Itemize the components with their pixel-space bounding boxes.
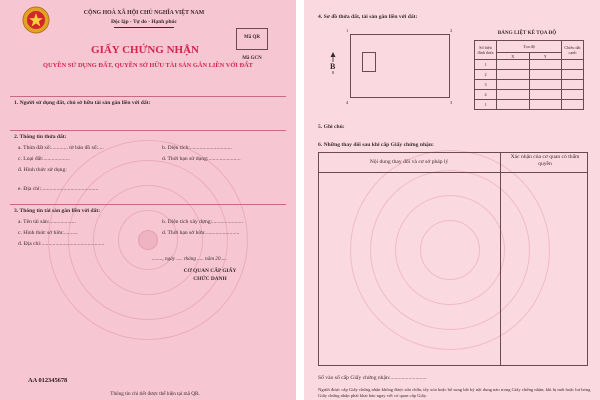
- certificate-subtitle: QUYỀN SỬ DỤNG ĐẤT, QUYỀN SỞ HỮU TÀI SẢN GẮN LIỀN VỚI ĐẤT: [43, 62, 253, 69]
- section2-label: 2. Thông tin thửa đất:: [14, 134, 67, 140]
- corner-2: 2: [450, 28, 453, 33]
- corner-1: 1: [346, 28, 349, 33]
- ownership-term: d. Thời hạn sở hữu:........................: [162, 230, 240, 236]
- page-gutter: [296, 0, 304, 400]
- ownership-form: c. Hình thức sở hữu:..........: [18, 230, 78, 236]
- parcel-area: b. Diện tích:..............................: [162, 145, 232, 151]
- footer-note: Thông tin chi tiết được thể hiện tại mã QR.: [110, 391, 200, 397]
- corner-4: 4: [346, 100, 349, 105]
- table-col3: Chiều dài cạnh: [562, 41, 584, 60]
- north-label: B: [330, 62, 336, 71]
- parcel-diagram-inner: [362, 52, 376, 72]
- changes-table: [318, 152, 588, 366]
- signatory-title: CHỨC DANH: [193, 276, 227, 282]
- parcel-number: a. Thửa đất số:............ tờ bản đồ số:....: [18, 145, 104, 151]
- serial-number: AA 012345678: [28, 377, 68, 384]
- section-divider: [10, 96, 286, 97]
- table-row: 1: [475, 100, 584, 110]
- header-line1: CỘNG HOÀ XÃ HỘI CHỦ NGHĨA VIỆT NAM: [83, 10, 205, 16]
- issue-date: ........, ngày ..... tháng ..... năm 20.....: [152, 256, 227, 262]
- coordinate-table: [474, 40, 584, 110]
- table-row: 3: [475, 80, 584, 90]
- certificate-front-page: [0, 0, 296, 400]
- asset-name: a. Tên tài sản:...................: [18, 219, 76, 225]
- table-row: 2: [475, 70, 584, 80]
- section-divider: [10, 204, 286, 205]
- section3-label: 3. Thông tin tài sản gắn liền với đất:: [14, 208, 101, 214]
- bottom-note: Người được cấp Giấy chứng nhận không được sửa chữa, tẩy xóa hoặc bổ sung bất kỳ nội dung nào trong Giấy chứng nhận; khi bị mất hoặc hư hỏng Giấy chứng nhận phải khai báo ngay với cơ quan cấp Giấy.: [318, 387, 591, 398]
- table-x-header: X: [497, 53, 530, 60]
- land-use-form: đ. Hình thức sử dụng:: [18, 167, 67, 173]
- national-emblem-icon: [22, 6, 50, 34]
- changes-col1: Nội dung thay đổi và cơ sở pháp lý: [369, 159, 449, 165]
- drum-watermark-ring: [138, 230, 158, 250]
- qr-label: Mã QR: [244, 35, 260, 40]
- table-y-header: Y: [529, 53, 562, 60]
- land-use-term: d. Thời hạn sử dụng:.......................: [162, 156, 241, 162]
- section6-label: 6. Những thay đổi sau khi cấp Giấy chứng nhận:: [318, 142, 434, 148]
- parcel-address: e. Địa chỉ:.........................................: [18, 186, 99, 192]
- section4-label: 4. Sơ đồ thửa đất, tài sản gắn liền với đất:: [318, 14, 418, 20]
- section1-label: 1. Người sử dụng đất, chủ sở hữu tài sản gắn liền với đất:: [14, 100, 151, 106]
- changes-col2: Xác nhận của cơ quan có thẩm quyền: [510, 154, 580, 167]
- table-row: 4: [475, 90, 584, 100]
- coordinate-table-title: BẢNG LIỆT KÊ TỌA ĐỘ: [497, 30, 557, 36]
- table-col1: Số hiệu đỉnh thửa: [475, 41, 497, 60]
- header-line2: Độc lập - Tự do - Hạnh phúc: [111, 19, 177, 25]
- table-col2: Tọa độ: [497, 41, 562, 53]
- construction-area: b. Diện tích xây dựng:......................: [162, 219, 243, 225]
- asset-address: đ. Địa chỉ:.............................................: [18, 241, 105, 247]
- section-divider: [10, 130, 286, 131]
- table-row: 1: [475, 60, 584, 70]
- register-number: Số vào sổ cấp Giấy chứng nhận:..........................: [318, 375, 427, 381]
- certificate-back-page: [304, 0, 600, 400]
- section5-label: 5. Ghi chú:: [318, 124, 345, 130]
- header-underline: [114, 27, 174, 28]
- land-type: c. Loại đất:...................: [18, 156, 70, 162]
- issuing-authority: CƠ QUAN CẤP GIẤY: [183, 268, 237, 274]
- changes-table-header-line: [318, 172, 588, 173]
- changes-table-divider: [500, 152, 501, 366]
- certificate-title: GIẤY CHỨNG NHẬN: [91, 44, 199, 56]
- corner-3: 3: [450, 100, 453, 105]
- gcn-label: Mã GCN: [242, 56, 262, 61]
